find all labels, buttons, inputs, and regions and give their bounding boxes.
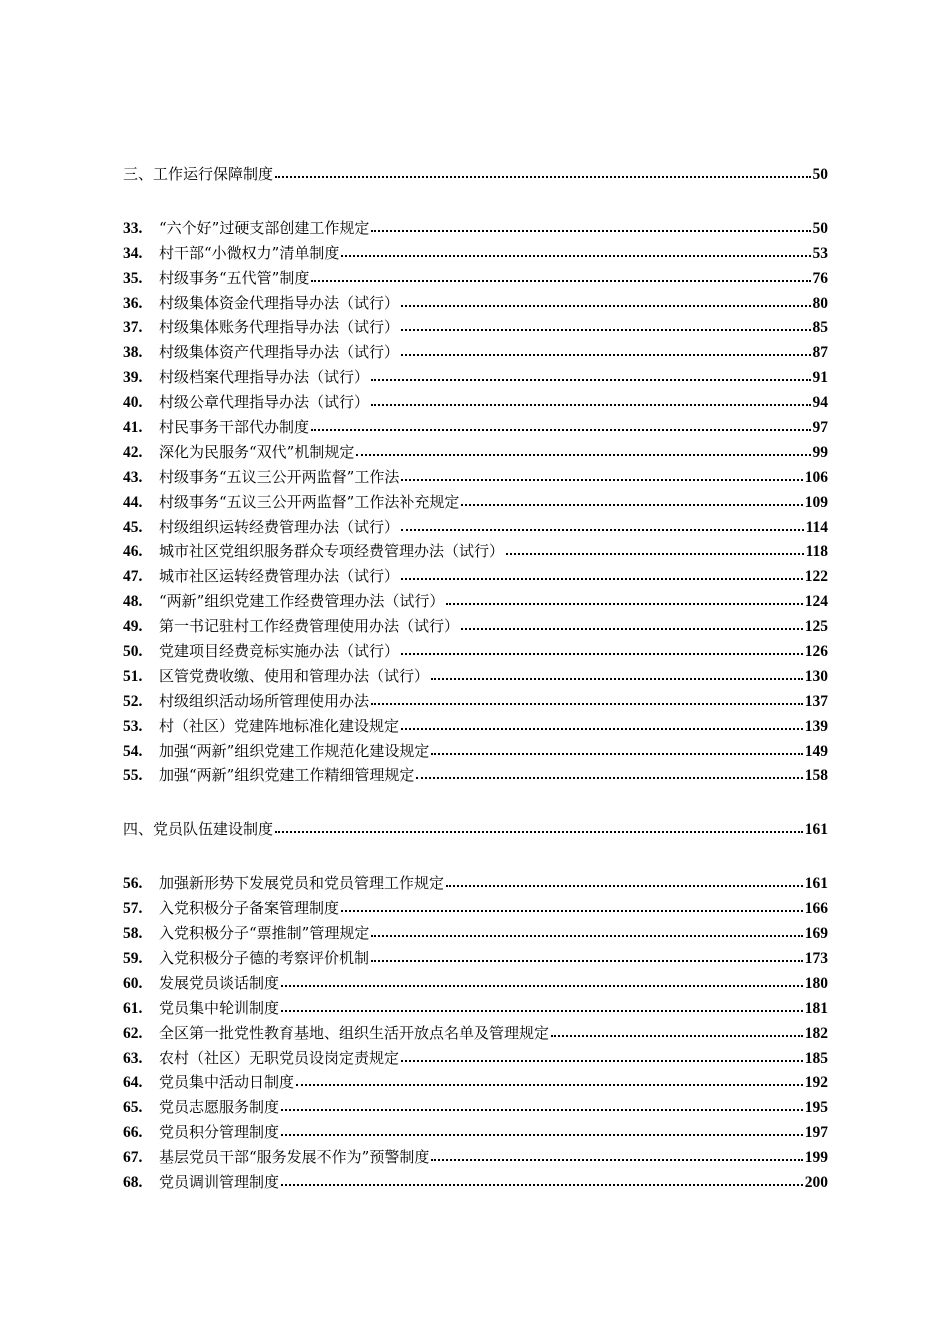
dot-leader bbox=[371, 959, 803, 962]
entry-page-number: 169 bbox=[804, 925, 828, 943]
entry-page-number: 200 bbox=[804, 1173, 828, 1191]
entry-title: 发展党员谈话制度 bbox=[159, 973, 280, 992]
toc-entry[interactable] bbox=[123, 763, 828, 788]
entry-title: 深化为民服务“双代”机制规定 bbox=[159, 442, 355, 461]
dot-leader bbox=[401, 652, 803, 655]
entry-number: 58. bbox=[123, 925, 143, 943]
toc-entry[interactable] bbox=[123, 390, 828, 415]
toc-entry[interactable] bbox=[123, 996, 828, 1021]
toc-entry[interactable] bbox=[123, 1070, 828, 1095]
entry-page-number: 149 bbox=[804, 742, 828, 760]
dot-leader bbox=[281, 1133, 803, 1136]
toc-entry[interactable] bbox=[123, 1095, 828, 1120]
toc-entry[interactable] bbox=[123, 1120, 828, 1145]
section-heading-title: 四、党员队伍建设制度 bbox=[123, 820, 274, 839]
toc-entry[interactable] bbox=[123, 971, 828, 996]
dot-leader bbox=[371, 403, 810, 406]
entry-title: 党员积分管理制度 bbox=[159, 1123, 280, 1142]
entry-page-number: 197 bbox=[804, 1124, 828, 1142]
entry-title: 党员志愿服务制度 bbox=[159, 1098, 280, 1117]
entry-number: 53. bbox=[123, 717, 143, 735]
entry-page-number: 185 bbox=[804, 1049, 828, 1067]
entry-page-number: 97 bbox=[812, 419, 828, 437]
entry-number: 49. bbox=[123, 618, 143, 636]
entry-number: 52. bbox=[123, 692, 143, 710]
entry-number: 48. bbox=[123, 593, 143, 611]
toc-entry[interactable] bbox=[123, 291, 828, 316]
entry-title: 第一书记驻村工作经费管理使用办法（试行） bbox=[159, 617, 460, 636]
entry-number: 59. bbox=[123, 949, 143, 967]
toc-entry[interactable] bbox=[123, 1046, 828, 1071]
entry-number: 67. bbox=[123, 1149, 143, 1167]
toc-entry[interactable] bbox=[123, 896, 828, 921]
entry-title: 加强“两新”组织党建工作精细管理规定 bbox=[159, 766, 415, 785]
entry-number: 33. bbox=[123, 219, 143, 237]
toc-entry[interactable] bbox=[123, 1170, 828, 1195]
dot-leader bbox=[401, 727, 803, 730]
entry-page-number: 99 bbox=[812, 443, 828, 461]
dot-leader bbox=[461, 503, 802, 506]
entry-number: 56. bbox=[123, 875, 143, 893]
entry-page-number: 80 bbox=[812, 294, 828, 312]
entry-title: 城市社区党组织服务群众专项经费管理办法（试行） bbox=[159, 542, 505, 561]
entry-page-number: 109 bbox=[804, 493, 828, 511]
dot-leader bbox=[416, 776, 802, 779]
dot-leader bbox=[401, 1059, 803, 1062]
entry-number: 61. bbox=[123, 999, 143, 1017]
toc-entry[interactable] bbox=[123, 714, 828, 739]
toc-entry[interactable] bbox=[123, 664, 828, 689]
entry-title: 入党积极分子德的考察评价机制 bbox=[159, 948, 370, 967]
entry-page-number: 50 bbox=[812, 166, 828, 183]
dot-leader bbox=[551, 1034, 803, 1037]
entry-title: 加强“两新”组织党建工作规范化建设规定 bbox=[159, 741, 430, 760]
toc-entry[interactable] bbox=[123, 539, 828, 564]
toc-entry[interactable] bbox=[123, 216, 828, 241]
toc-entry[interactable] bbox=[123, 614, 828, 639]
entry-page-number: 124 bbox=[804, 593, 828, 611]
entry-page-number: 53 bbox=[812, 244, 828, 262]
entry-number: 60. bbox=[123, 974, 143, 992]
section-heading-title: 三、工作运行保障制度 bbox=[123, 165, 274, 183]
dot-leader bbox=[275, 175, 810, 178]
dot-leader bbox=[356, 453, 810, 456]
entry-number: 47. bbox=[123, 568, 143, 586]
dot-leader bbox=[296, 1083, 803, 1086]
entry-number: 42. bbox=[123, 443, 143, 461]
dot-leader bbox=[431, 677, 803, 680]
dot-leader bbox=[371, 934, 802, 937]
entry-page-number: 158 bbox=[804, 767, 828, 785]
entry-number: 40. bbox=[123, 394, 143, 412]
toc-entry[interactable] bbox=[123, 515, 828, 540]
toc-entry[interactable] bbox=[123, 739, 828, 764]
entry-page-number: 91 bbox=[812, 369, 828, 387]
entry-title: 加强新形势下发展党员和党员管理工作规定 bbox=[159, 874, 445, 893]
entry-title: 村级事务“五议三公开两监督”工作法 bbox=[159, 467, 400, 486]
entry-number: 39. bbox=[123, 369, 143, 387]
entry-number: 50. bbox=[123, 643, 143, 661]
entry-title: 村级公章代理指导办法（试行） bbox=[159, 393, 370, 412]
dot-leader bbox=[446, 602, 802, 605]
entry-title: 村民事务干部代办制度 bbox=[159, 418, 310, 437]
toc-entry[interactable] bbox=[123, 689, 828, 714]
entry-page-number: 114 bbox=[805, 518, 828, 536]
entry-number: 44. bbox=[123, 493, 143, 511]
toc-entry[interactable] bbox=[123, 871, 828, 896]
toc-entry[interactable] bbox=[123, 266, 828, 291]
entry-title: 党建项目经费竞标实施办法（试行） bbox=[159, 642, 400, 661]
entry-page-number: 139 bbox=[804, 717, 828, 735]
entry-page-number: 137 bbox=[804, 692, 828, 710]
dot-leader bbox=[401, 478, 802, 481]
entry-number: 38. bbox=[123, 344, 143, 362]
dot-leader bbox=[371, 378, 810, 381]
entry-number: 63. bbox=[123, 1049, 143, 1067]
entry-title: “六个好”过硬支部创建工作规定 bbox=[159, 218, 370, 237]
entry-page-number: 125 bbox=[804, 618, 828, 636]
entry-title: 城市社区运转经费管理办法（试行） bbox=[159, 567, 400, 586]
entry-number: 37. bbox=[123, 319, 143, 337]
entry-title: 入党积极分子“票推制”管理规定 bbox=[159, 924, 370, 943]
toc-entry[interactable] bbox=[123, 1145, 828, 1170]
entry-title: “两新”组织党建工作经费管理办法（试行） bbox=[159, 592, 445, 611]
toc-entry[interactable] bbox=[123, 315, 828, 340]
entry-number: 55. bbox=[123, 767, 143, 785]
entry-page-number: 199 bbox=[804, 1149, 828, 1167]
dot-leader bbox=[281, 984, 803, 987]
entry-page-number: 161 bbox=[804, 875, 828, 893]
entry-page-number: 76 bbox=[812, 269, 828, 287]
section-heading-entry[interactable] bbox=[123, 162, 828, 187]
entry-page-number: 180 bbox=[804, 974, 828, 992]
dot-leader bbox=[311, 279, 810, 282]
entry-number: 41. bbox=[123, 419, 143, 437]
entry-page-number: 161 bbox=[804, 821, 828, 839]
dot-leader bbox=[281, 1009, 803, 1012]
entry-page-number: 50 bbox=[812, 219, 828, 237]
dot-leader bbox=[401, 304, 810, 307]
toc-entry[interactable] bbox=[123, 946, 828, 971]
entry-title: 村级集体资金代理指导办法（试行） bbox=[159, 293, 400, 312]
toc-entry[interactable] bbox=[123, 564, 828, 589]
dot-leader bbox=[446, 884, 803, 887]
dot-leader bbox=[401, 353, 810, 356]
entry-title: 村级档案代理指导办法（试行） bbox=[159, 368, 370, 387]
entry-page-number: 166 bbox=[804, 900, 828, 918]
dot-leader bbox=[431, 1158, 802, 1161]
entry-number: 66. bbox=[123, 1124, 143, 1142]
entry-title: 村级组织运转经费管理办法（试行） bbox=[159, 517, 400, 536]
dot-leader bbox=[371, 702, 803, 705]
entry-page-number: 192 bbox=[804, 1074, 828, 1092]
entry-page-number: 94 bbox=[812, 394, 828, 412]
entry-title: 党员集中轮训制度 bbox=[159, 998, 280, 1017]
dot-leader bbox=[341, 254, 810, 257]
dot-leader bbox=[401, 328, 810, 331]
toc-entry[interactable] bbox=[123, 365, 828, 390]
entry-page-number: 173 bbox=[804, 949, 828, 967]
dot-leader bbox=[281, 1108, 803, 1111]
entry-title: 村级集体资产代理指导办法（试行） bbox=[159, 343, 400, 362]
dot-leader bbox=[341, 909, 803, 912]
toc-entry[interactable] bbox=[123, 340, 828, 365]
dot-leader bbox=[431, 752, 802, 755]
toc-entry[interactable] bbox=[123, 440, 828, 465]
entry-title: 党员调训管理制度 bbox=[159, 1172, 280, 1191]
dot-leader bbox=[371, 229, 810, 232]
dot-leader bbox=[401, 577, 803, 580]
dot-leader bbox=[275, 830, 803, 833]
entry-number: 45. bbox=[123, 518, 143, 536]
dot-leader bbox=[506, 552, 804, 555]
toc-entry[interactable] bbox=[123, 589, 828, 614]
entry-page-number: 122 bbox=[804, 568, 828, 586]
entry-number: 36. bbox=[123, 294, 143, 312]
dot-leader bbox=[311, 428, 810, 431]
entry-number: 62. bbox=[123, 1024, 143, 1042]
dot-leader bbox=[281, 1183, 803, 1186]
toc-entry[interactable] bbox=[123, 1021, 828, 1046]
entry-page-number: 195 bbox=[804, 1099, 828, 1117]
entry-page-number: 118 bbox=[805, 543, 828, 561]
entry-page-number: 181 bbox=[804, 999, 828, 1017]
entry-page-number: 130 bbox=[804, 667, 828, 685]
entry-page-number: 106 bbox=[804, 468, 828, 486]
table-of-contents bbox=[123, 162, 828, 1195]
toc-entry[interactable] bbox=[123, 415, 828, 440]
entry-number: 64. bbox=[123, 1074, 143, 1092]
entry-number: 57. bbox=[123, 900, 143, 918]
entry-page-number: 126 bbox=[804, 643, 828, 661]
entry-title: 村级集体账务代理指导办法（试行） bbox=[159, 318, 400, 337]
entry-title: 村干部“小微权力”清单制度 bbox=[159, 243, 340, 262]
entry-title: 党员集中活动日制度 bbox=[159, 1073, 295, 1092]
entry-title: 基层党员干部“服务发展不作为”预警制度 bbox=[159, 1148, 430, 1167]
dot-leader bbox=[461, 627, 803, 630]
toc-entry[interactable] bbox=[123, 490, 828, 515]
entry-number: 43. bbox=[123, 468, 143, 486]
toc-entry[interactable] bbox=[123, 241, 828, 266]
entry-page-number: 182 bbox=[804, 1024, 828, 1042]
entry-page-number: 85 bbox=[812, 319, 828, 337]
entry-title: 农村（社区）无职党员设岗定责规定 bbox=[159, 1048, 400, 1067]
entry-number: 65. bbox=[123, 1099, 143, 1117]
entry-page-number: 87 bbox=[812, 344, 828, 362]
entry-title: 村（社区）党建阵地标准化建设规定 bbox=[159, 716, 400, 735]
entry-title: 入党积极分子备案管理制度 bbox=[159, 899, 340, 918]
section-spacer bbox=[123, 788, 828, 817]
entry-number: 35. bbox=[123, 269, 143, 287]
dot-leader bbox=[401, 528, 804, 531]
entry-number: 54. bbox=[123, 742, 143, 760]
entry-title: 村级事务“五议三公开两监督”工作法补充规定 bbox=[159, 492, 460, 511]
entry-title: 村级事务“五代管”制度 bbox=[159, 268, 310, 287]
entry-number: 34. bbox=[123, 244, 143, 262]
entry-title: 全区第一批党性教育基地、组织生活开放点名单及管理规定 bbox=[159, 1023, 550, 1042]
entry-title: 区管党费收缴、使用和管理办法（试行） bbox=[159, 666, 430, 685]
heading-spacer bbox=[123, 187, 828, 216]
entry-title: 村级组织活动场所管理使用办法 bbox=[159, 691, 370, 710]
entry-number: 51. bbox=[123, 667, 143, 685]
toc-entry[interactable] bbox=[123, 639, 828, 664]
section-heading-entry[interactable] bbox=[123, 817, 828, 842]
entry-number: 68. bbox=[123, 1173, 143, 1191]
entry-number: 46. bbox=[123, 543, 143, 561]
heading-spacer bbox=[123, 842, 828, 871]
toc-entry[interactable] bbox=[123, 921, 828, 946]
toc-entry[interactable] bbox=[123, 465, 828, 490]
